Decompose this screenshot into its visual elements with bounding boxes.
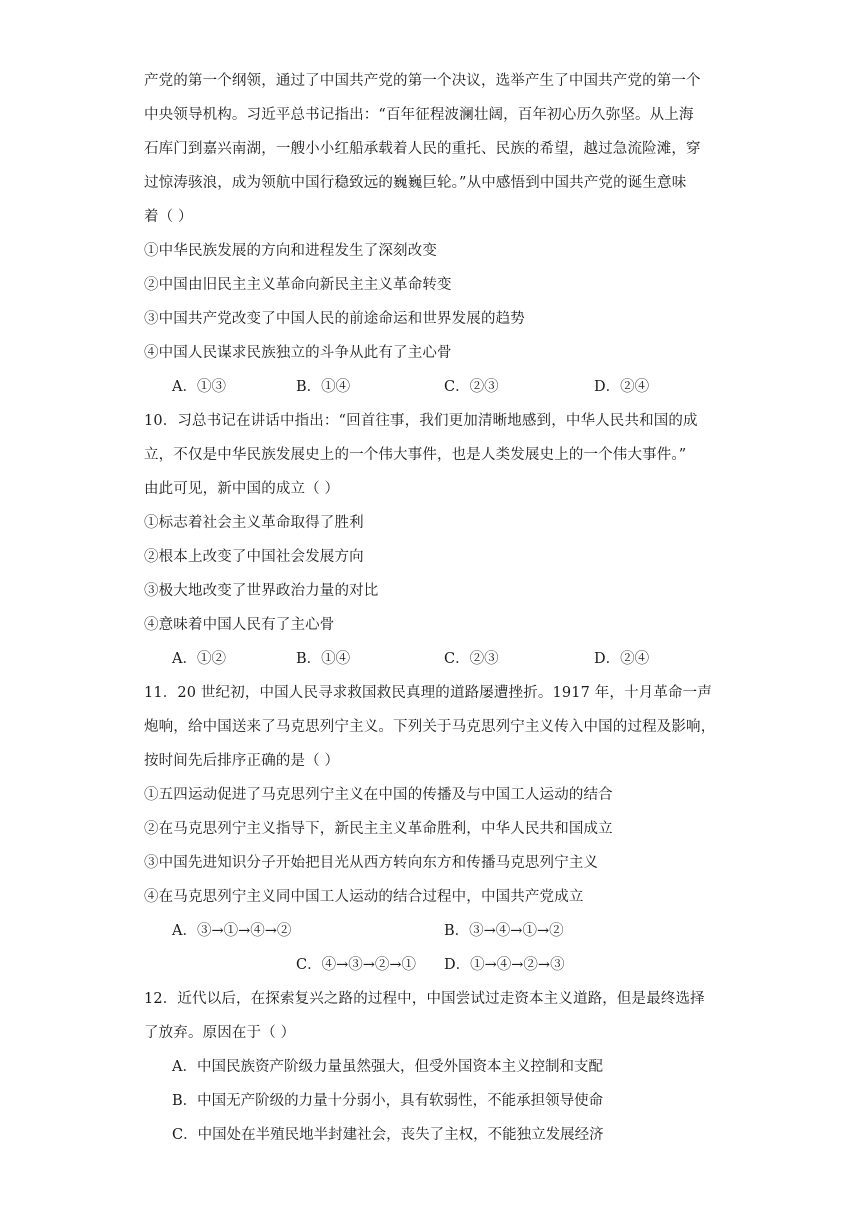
q11-option-c: C．④→③→②→① <box>296 957 417 973</box>
q10-statement-3: ③极大地改变了世界政治力量的对比 <box>144 583 379 599</box>
q9-statement-3: ③中国共产党改变了中国人民的前途命运和世界发展的趋势 <box>144 311 525 327</box>
q9-option-c: C．②③ <box>444 379 499 395</box>
q11-option-b: B．③→④→①→② <box>444 923 564 939</box>
q11-stem-line-1: 11．20 世纪初，中国人民寻求救国救民真理的道路屡遭挫折。1917 年，十月革命一声 <box>144 685 712 701</box>
q10-option-d: D．②④ <box>594 651 650 667</box>
q11-statement-2: ②在马克思列宁主义指导下，新民主主义革命胜利，中华人民共和国成立 <box>144 821 613 837</box>
q11-statement-3: ③中国先进知识分子开始把目光从西方转向东方和传播马克思列宁主义 <box>144 855 599 871</box>
q11-statement-1: ①五四运动促进了马克思列宁主义在中国的传播及与中国工人运动的结合 <box>144 787 613 803</box>
q9-statement-1: ①中华民族发展的方向和进程发生了深刻改变 <box>144 243 437 259</box>
q10-option-c: C．②③ <box>444 651 499 667</box>
q9-stem-line-1: 产党的第一个纲领，通过了中国共产党的第一个决议，选举产生了中国共产党的第一个 <box>144 73 701 89</box>
q10-stem-line-3: 由此可见，新中国的成立（ ） <box>144 481 340 497</box>
q9-option-a: A．①③ <box>172 379 226 395</box>
q12-stem-line-2: 了放弃。原因在于（ ） <box>144 1025 296 1041</box>
q9-statement-4: ④中国人民谋求民族独立的斗争从此有了主心骨 <box>144 345 452 361</box>
q9-statement-2: ②中国由旧民主主义革命向新民主主义革命转变 <box>144 277 452 293</box>
q10-statement-1: ①标志着社会主义革命取得了胜利 <box>144 515 364 531</box>
q10-stem-line-1: 10．习总书记在讲话中指出：“回首往事，我们更加清晰地感到，中华人民共和国的成 <box>144 413 698 429</box>
q10-option-a: A．①② <box>172 651 226 667</box>
q11-option-a: A．③→①→④→② <box>172 923 292 939</box>
q12-stem-line-1: 12．近代以后，在探索复兴之路的过程中，中国尝试过走资本主义道路，但是最终选择 <box>144 991 705 1007</box>
q9-stem-line-4: 过惊涛骇浪，成为领航中国行稳致远的巍巍巨轮。”从中感悟到中国共产党的诞生意味 <box>144 175 687 191</box>
q11-stem-line-2: 炮响，给中国送来了马克思列宁主义。下列关于马克思列宁主义传入中国的过程及影响， <box>144 719 716 735</box>
q12-option-a: A．中国民族资产阶级力量虽然强大，但受外国资本主义控制和支配 <box>172 1059 603 1075</box>
q9-option-d: D．②④ <box>594 379 650 395</box>
q10-statement-2: ②根本上改变了中国社会发展方向 <box>144 549 364 565</box>
q11-option-d: D．①→④→②→③ <box>444 957 565 973</box>
q9-stem-line-2: 中央领导机构。习近平总书记指出：“百年征程波澜壮阔，百年初心历久弥坚。从上海 <box>144 107 694 123</box>
q9-option-b: B．①④ <box>296 379 351 395</box>
q12-option-b: B．中国无产阶级的力量十分弱小，具有软弱性，不能承担领导使命 <box>172 1093 604 1109</box>
q11-statement-4: ④在马克思列宁主义同中国工人运动的结合过程中，中国共产党成立 <box>144 889 584 905</box>
q11-stem-line-3: 按时间先后排序正确的是（ ） <box>144 753 340 769</box>
q10-stem-line-2: 立，不仅是中华民族发展史上的一个伟大事件，也是人类发展史上的一个伟大事件。” <box>144 447 687 463</box>
q12-option-c: C．中国处在半殖民地半封建社会，丧失了主权，不能独立发展经济 <box>172 1127 604 1143</box>
q10-statement-4: ④意味着中国人民有了主心骨 <box>144 617 335 633</box>
q9-stem-line-5: 着（ ） <box>144 209 193 225</box>
q9-stem-line-3: 石库门到嘉兴南湖，一艘小小红船承载着人民的重托、民族的希望，越过急流险滩，穿 <box>144 141 701 157</box>
q10-option-b: B．①④ <box>296 651 351 667</box>
